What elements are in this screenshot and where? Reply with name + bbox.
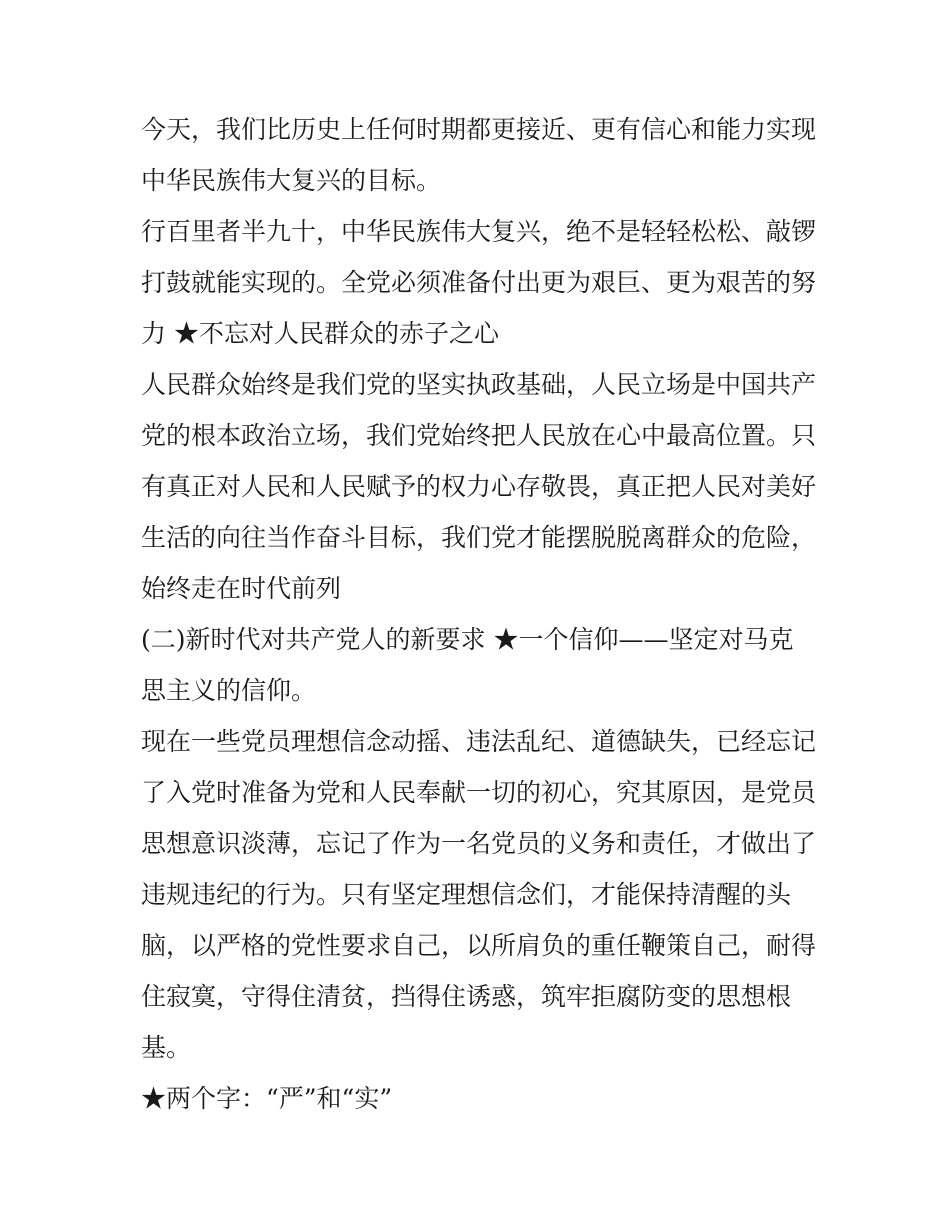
document-body xyxy=(141,104,821,1124)
text-line: 党的根本政治立场，我们党始终把人民放在心中最高位置。只 xyxy=(141,421,817,450)
text-line: 打鼓就能实现的。全党必须准备付出更为艰巨、更为艰苦的努 xyxy=(141,268,817,297)
text-line: 有真正对人民和人民赋予的权力心存敬畏，真正把人民对美好 xyxy=(141,472,817,501)
text-line: 思主义的信仰。 xyxy=(141,676,317,705)
text-line: 基。 xyxy=(141,1033,192,1062)
text-line: 现在一些党员理想信念动摇、违法乱纪、道德缺失，已经忘记 xyxy=(141,727,817,756)
text-line: (二)新时代对共产党人的新要求 ★一个信仰——坚定对马克 xyxy=(141,625,794,654)
text-line: 违规违纪的行为。只有坚定理想信念们，才能保持清醒的头 xyxy=(141,880,792,909)
text-line: 行百里者半九十，中华民族伟大复兴，绝不是轻轻松松、敲锣 xyxy=(141,217,817,246)
text-line: 力 ★不忘对人民群众的赤子之心 xyxy=(141,319,499,348)
text-line: ★两个字：“严”和“实” xyxy=(141,1084,393,1113)
text-line: 中华民族伟大复兴的目标。 xyxy=(141,166,442,195)
text-line: 生活的向往当作奋斗目标，我们党才能摆脱脱离群众的危险， xyxy=(141,523,817,552)
text-line: 住寂寞，守得住清贫，挡得住诱惑，筑牢拒腐防变的思想根 xyxy=(141,982,792,1011)
text-line: 始终走在时代前列 xyxy=(141,574,342,603)
text-line: 脑，以严格的党性要求自己，以所肩负的重任鞭策自己，耐得 xyxy=(141,931,817,960)
text-line: 人民群众始终是我们党的坚实执政基础，人民立场是中国共产 xyxy=(141,370,817,399)
text-line: 今天，我们比历史上任何时期都更接近、更有信心和能力实现 xyxy=(141,115,817,144)
text-line: 了入党时准备为党和人民奉献一切的初心，究其原因，是党员 xyxy=(141,778,817,807)
text-line: 思想意识淡薄，忘记了作为一名党员的义务和责任，才做出了 xyxy=(141,829,817,858)
